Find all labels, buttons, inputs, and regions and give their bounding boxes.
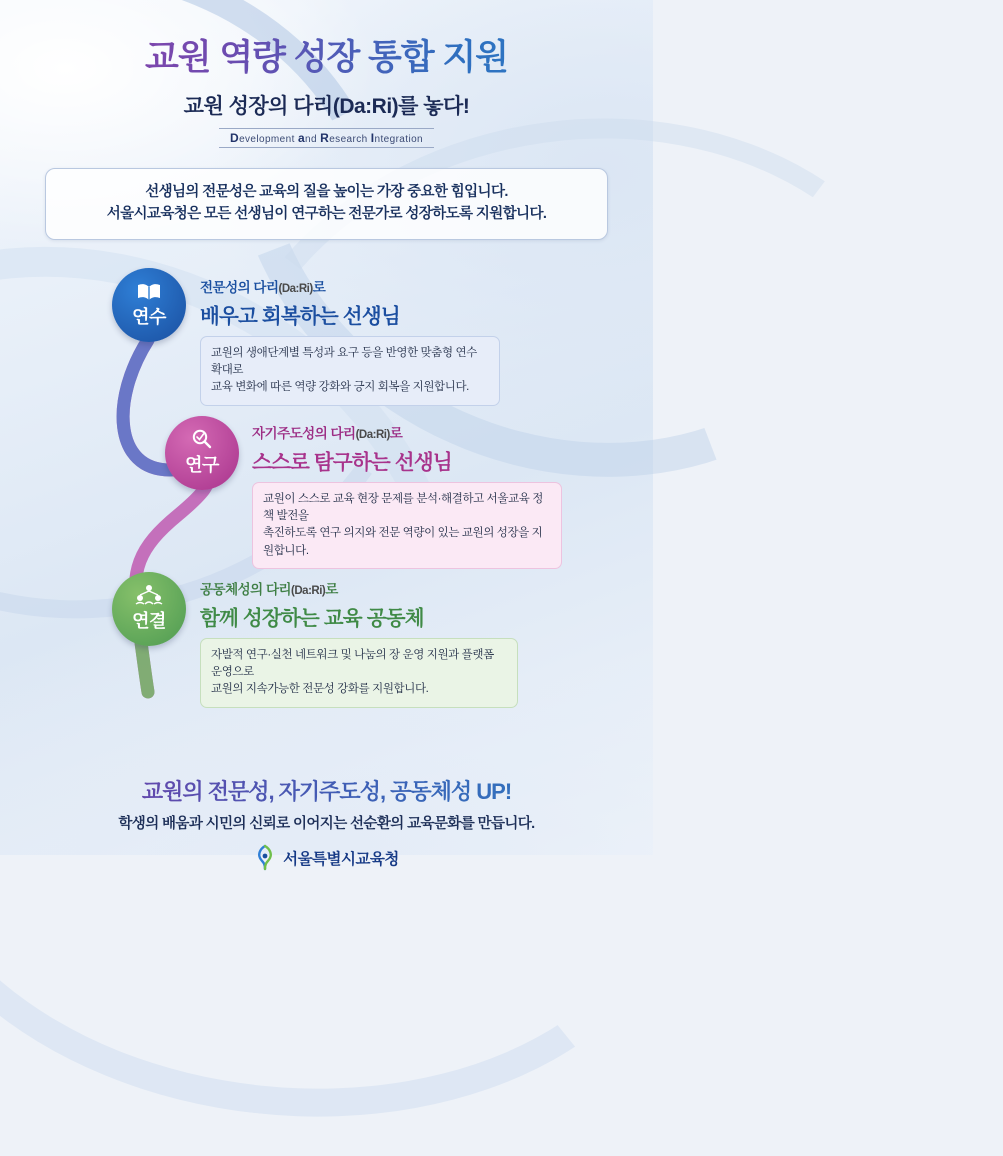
sections-list [0, 258, 653, 708]
kicker-tail: 로 [325, 581, 338, 597]
card-headline: 배우고 회복하는 선생님 [200, 304, 400, 328]
organization-brand [0, 845, 653, 871]
people-network-icon [134, 584, 164, 606]
acronym-r: R [320, 131, 330, 145]
card-kicker [200, 276, 500, 296]
kicker-dim: (Da:Ri) [278, 282, 313, 295]
badge-yeonsu[interactable] [112, 268, 186, 342]
card-description [200, 336, 500, 406]
footer-tagline: 학생의 배움과 시민의 신뢰로 이어지는 선순환의 교육문화를 만듭니다. [118, 816, 535, 832]
desc-line-2: 촉진하도록 연구 의지와 전문 역량이 있는 교원의 성장을 지원합니다. [263, 527, 543, 557]
open-book-icon [136, 280, 162, 302]
kicker-dim: (Da:Ri) [355, 428, 390, 441]
badge-label: 연구 [185, 455, 219, 476]
card-yeonsu [200, 276, 500, 406]
seoul-education-logo-icon [254, 845, 276, 871]
acronym-i-rest: ntegration [374, 134, 423, 145]
card-yeongu [252, 422, 562, 569]
footer [0, 775, 653, 871]
lead-statement-box [45, 168, 608, 240]
card-yeongyeol [200, 578, 518, 708]
card-kicker [252, 422, 562, 442]
lead-line-1: 선생님의 전문성은 교육의 질을 높이는 가장 중요한 힘입니다. [145, 184, 508, 200]
badge-label: 연결 [132, 611, 166, 632]
magnifier-icon [190, 428, 214, 450]
kicker-tail: 로 [389, 425, 403, 441]
section-yeonsu [0, 258, 653, 408]
section-yeongyeol [0, 558, 653, 708]
kicker-strong: 공동체성의 다리 [200, 581, 292, 597]
page-subtitle: 교원 성장의 다리(Da:Ri)를 놓다! [183, 95, 470, 118]
kicker-strong: 자기주도성의 다리 [252, 425, 356, 441]
badge-yeongyeol[interactable] [112, 572, 186, 646]
acronym-i: I [370, 131, 375, 145]
section-yeongu [0, 408, 653, 558]
acronym-line [219, 128, 434, 148]
desc-line-1: 교원이 스스로 교육 현장 문제를 분석·해결하고 서울교육 정책 발전을 [263, 492, 544, 523]
acronym-a: a [297, 131, 306, 145]
card-kicker [200, 578, 518, 598]
organization-name: 서울특별시교육청 [283, 851, 399, 868]
kicker-tail: 로 [312, 279, 326, 295]
acronym-d: D [229, 131, 240, 145]
badge-label: 연수 [132, 307, 166, 328]
kicker-strong: 전문성의 다리 [200, 279, 279, 295]
desc-line-2: 교원의 지속가능한 전문성 강화를 지원합니다. [211, 683, 429, 696]
lead-line-2: 서울시교육청은 모든 선생님이 연구하는 전문가로 성장하도록 지원합니다. [106, 206, 547, 223]
footer-slogan: 교원의 전문성, 자기주도성, 공동체성 UP! [0, 775, 653, 806]
acronym-r-rest: esearch [329, 134, 371, 145]
card-description [200, 638, 518, 708]
card-headline: 스스로 탐구하는 선생님 [252, 450, 452, 474]
kicker-dim: (Da:Ri) [291, 584, 326, 597]
flow-connector [108, 320, 228, 710]
desc-line-1: 자발적 연구·실천 네트워크 및 나눔의 장 운영 지원과 플랫폼 운영으로 [211, 648, 494, 679]
page-title: 교원 역량 성장 통합 지원 [0, 30, 653, 80]
poster-canvas [0, 0, 653, 868]
card-headline: 함께 성장하는 교육 공동체 [200, 606, 424, 630]
acronym-d-rest: evelopment [239, 134, 298, 145]
desc-line-2: 교육 변화에 따른 역량 강화와 긍지 회복을 지원합니다. [211, 381, 469, 394]
desc-line-1: 교원의 생애단계별 특성과 요구 등을 반영한 맞춤형 연수 확대로 [211, 346, 477, 377]
acronym-a-rest: nd [305, 134, 321, 145]
badge-yeongu[interactable] [165, 416, 239, 490]
card-description [252, 482, 562, 569]
